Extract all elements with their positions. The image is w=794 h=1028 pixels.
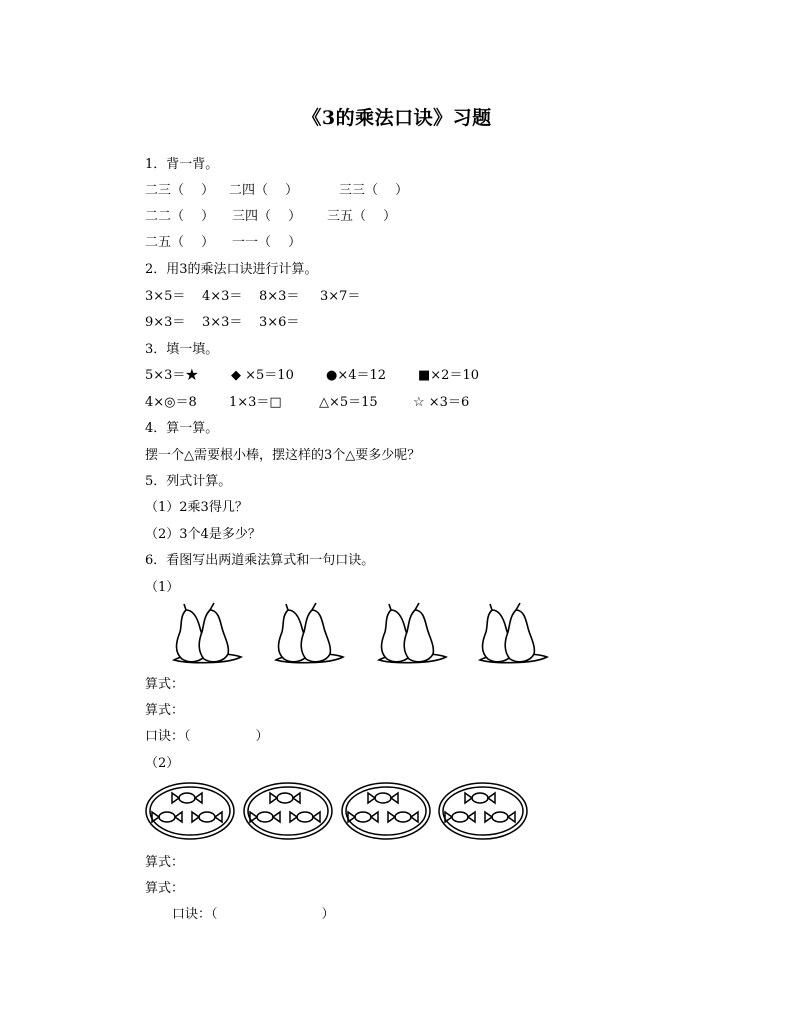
- q3-item: 4×◎＝8: [145, 395, 197, 410]
- q1-item: 二四（ ）: [229, 183, 299, 198]
- q1-item: 三三（ ）: [339, 183, 409, 198]
- q2-item: 3×6＝: [259, 315, 300, 330]
- q2-heading: 2．用3的乘法口诀进行计算。: [145, 262, 318, 277]
- q2-item: 8×3＝: [259, 289, 300, 304]
- q3-item: 1×3＝□: [229, 395, 282, 410]
- q3-item: 5×3＝★: [145, 368, 199, 383]
- q3-item: ■×2＝10: [418, 368, 479, 383]
- q6-part1-formula-2: 算式：: [145, 703, 185, 718]
- q6-part1-rhyme: 口诀：（ ）: [145, 729, 269, 744]
- q2-item: 3×7＝: [320, 289, 361, 304]
- q1-item: 二三（ ）: [145, 183, 215, 198]
- q6-heading: 6．看图写出两道乘法算式和一句口诀。: [145, 553, 375, 568]
- worksheet-title: 《3的乘法口诀》习题: [302, 107, 492, 129]
- candy-plate-picture: [438, 781, 528, 841]
- q1-item: 三五（ ）: [327, 209, 397, 224]
- pear-group-picture: [168, 602, 244, 664]
- q6-part2-rhyme: 口诀：（ ）: [172, 907, 335, 922]
- candy-plate-picture: [341, 781, 431, 841]
- q5-heading: 5．列式计算。: [145, 474, 232, 489]
- q4-text: 摆一个△需要根小棒，摆这样的3个△要多少呢？: [145, 448, 421, 463]
- pear-group-picture: [373, 602, 449, 664]
- q6-part2-label: （2）: [145, 756, 180, 771]
- q4-heading: 4．算一算。: [145, 421, 219, 436]
- q2-item: 4×3＝: [202, 289, 243, 304]
- q2-item: 9×3＝: [145, 315, 186, 330]
- q1-item: 二二（ ）: [145, 209, 215, 224]
- q3-item: ☆ ×3＝6: [413, 395, 470, 410]
- q2-item: 3×5＝: [145, 289, 186, 304]
- q6-part2-formula-1: 算式：: [145, 855, 185, 870]
- q5-item-1: （1）2乘3得几？: [145, 500, 248, 515]
- q1-heading: 1．背一背。: [145, 157, 219, 172]
- candy-plate-picture: [145, 781, 235, 841]
- q6-part2-formula-2: 算式：: [145, 881, 185, 896]
- q1-item: 一一（ ）: [232, 235, 302, 250]
- q3-item: ◆ ×5＝10: [231, 368, 294, 383]
- q5-item-2: （2）3个4是多少？: [145, 527, 261, 542]
- candy-plate-picture: [243, 781, 333, 841]
- q1-item: 三四（ ）: [232, 209, 302, 224]
- q6-part1-label: （1）: [145, 580, 180, 595]
- q6-part1-formula-1: 算式：: [145, 677, 185, 692]
- pear-group-picture: [270, 602, 346, 664]
- q1-item: 二五（ ）: [145, 235, 215, 250]
- q3-item: ●×4＝12: [326, 368, 387, 383]
- q2-item: 3×3＝: [202, 315, 243, 330]
- q3-heading: 3．填一填。: [145, 342, 219, 357]
- q3-item: △×5＝15: [319, 395, 378, 410]
- pear-group-picture: [474, 602, 550, 664]
